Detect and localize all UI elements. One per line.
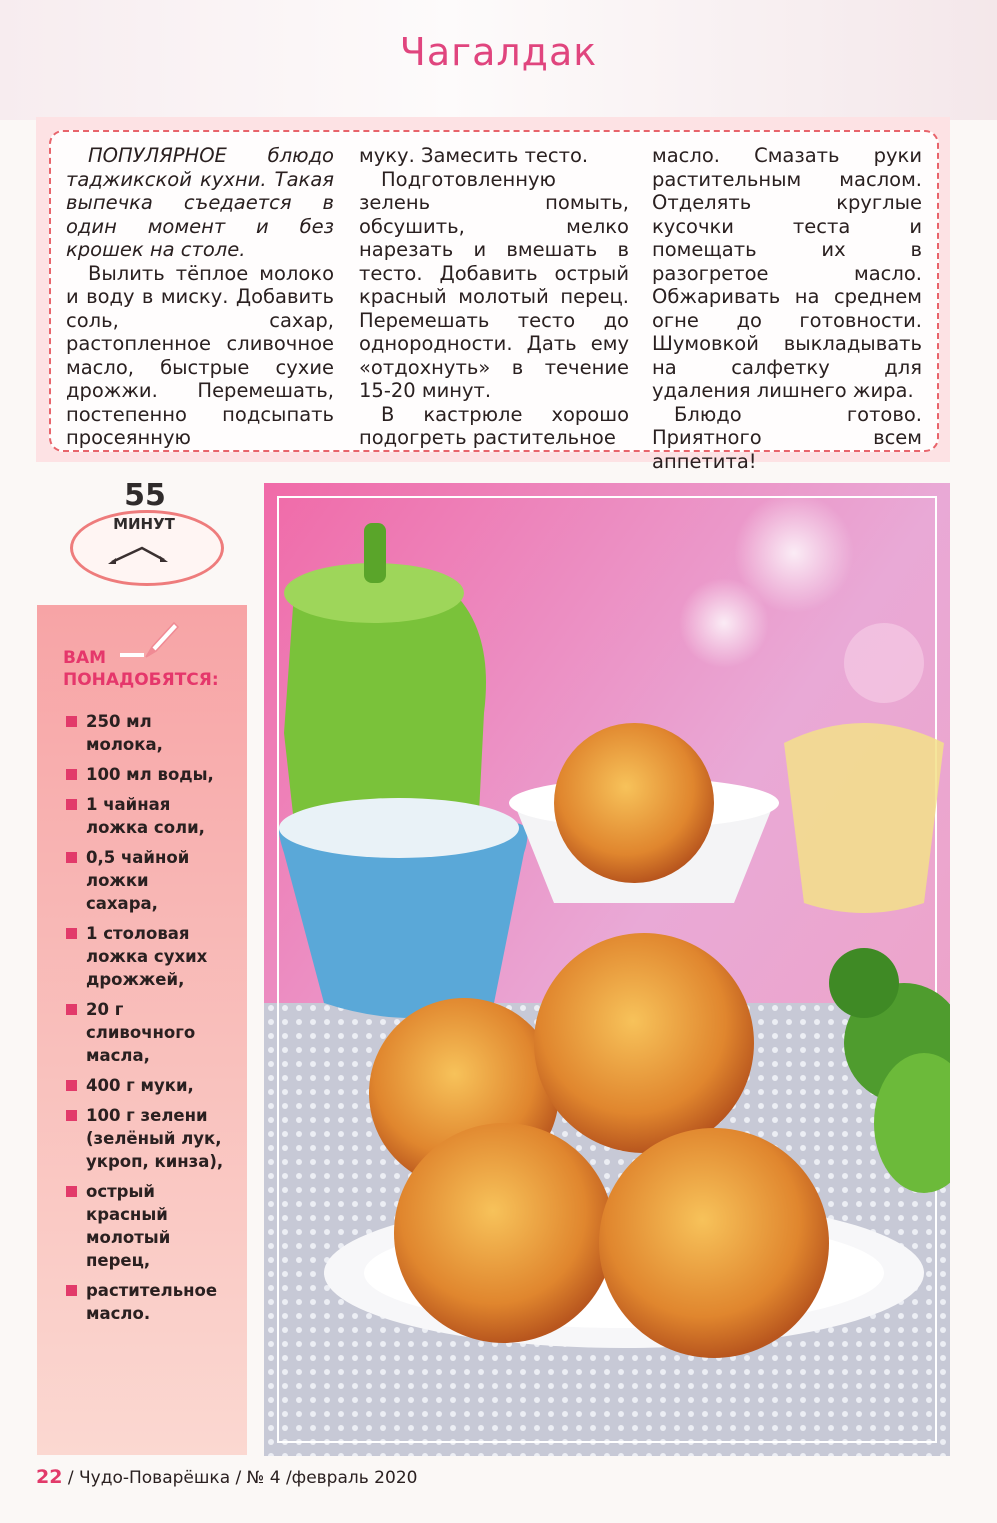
dish-photo (264, 483, 950, 1456)
ingredient-item (66, 998, 226, 1067)
ingredients-list (66, 710, 226, 1332)
ingredient-item (66, 793, 226, 839)
ingredient-text: растительное масло. (86, 1281, 218, 1323)
cooking-time-unit: МИНУТ (113, 515, 175, 533)
step-paragraph: В кастрюле хорошо подогреть растительное (359, 402, 629, 449)
magazine-info: / Чудо-Поварёшка / № 4 /февраль 2020 (67, 1468, 418, 1488)
ingredient-item (66, 1180, 226, 1272)
step-paragraph: Подготовленную зелень помыть, обсушить, мелко нарезать и вмешать в тесто. Добавить острый красный молотый перец. Перемешать тесто до однородности. Дать ему «отдохнуть» в течение 15-20 минут. (359, 167, 629, 402)
bullet-square-icon (66, 928, 77, 939)
ingredient-text: 0,5 чайной ложки сахара, (86, 848, 190, 913)
step-paragraph: муку. Замесить тесто. (359, 144, 589, 167)
bullet-square-icon (66, 1004, 77, 1015)
ingredient-item (66, 1104, 226, 1173)
bullet-square-icon (66, 799, 77, 810)
step-paragraph: Вылить тёплое молоко и воду в миску. Добавить соль, сахар, растопленное сливочное масло, быстрые сухие дрожжи. Перемешать, постепенно подсыпать просеянную (66, 261, 334, 449)
ingredient-text: 250 мл молока, (86, 712, 163, 754)
ingredient-item (66, 922, 226, 991)
bullet-square-icon (66, 1285, 77, 1296)
bullet-square-icon (66, 1110, 77, 1121)
intro-paragraph: ПОПУЛЯРНОЕ блюдо таджикской кухни. Такая выпечка съедается в один момент и без крошек на столе. (66, 144, 334, 261)
cooking-time-value: 55 (124, 478, 166, 513)
ingredient-text: 100 г зелени (зелёный лук, укроп, кинза), (86, 1106, 224, 1171)
ingredient-text: 20 г сливочного масла, (86, 1000, 196, 1065)
ingredient-text: 1 чайная ложка соли, (86, 795, 205, 837)
ingredient-text: 100 мл воды, (86, 765, 214, 784)
ingredients-heading: ВАМ ПОНАДОБЯТСЯ: (63, 648, 219, 690)
ingredient-text: 1 столовая ложка сухих дрожжей, (86, 924, 208, 989)
text-column-2 (359, 144, 629, 450)
ingredient-item (66, 710, 226, 756)
bullet-square-icon (66, 1186, 77, 1197)
page-number: 22 (36, 1466, 63, 1488)
ingredient-text: острый красный молотый перец, (86, 1182, 171, 1270)
ingredient-item (66, 846, 226, 915)
ingredient-item (66, 1074, 226, 1097)
ingredient-item (66, 1279, 226, 1325)
text-column-1 (66, 144, 334, 450)
ingredient-text: 400 г муки, (86, 1076, 194, 1095)
bullet-square-icon (66, 769, 77, 780)
text-column-3 (652, 144, 922, 473)
closing-paragraph: Блюдо готово. Приятного всем аппетита! (652, 402, 922, 473)
page-title: Чагалдак (399, 30, 598, 74)
step-paragraph: масло. Смазать руки растительным маслом. Отделять круглые кусочки теста и помещать их в разогретое масло. Обжаривать на среднем огне до готовности. Шумовкой выкладывать на салфетку для удаления лишнего жира. (652, 144, 922, 402)
bullet-square-icon (66, 716, 77, 727)
ingredient-item (66, 763, 226, 786)
clock-hands-icon (108, 540, 168, 566)
page-footer (36, 1466, 417, 1488)
bullet-square-icon (66, 852, 77, 863)
bullet-square-icon (66, 1080, 77, 1091)
